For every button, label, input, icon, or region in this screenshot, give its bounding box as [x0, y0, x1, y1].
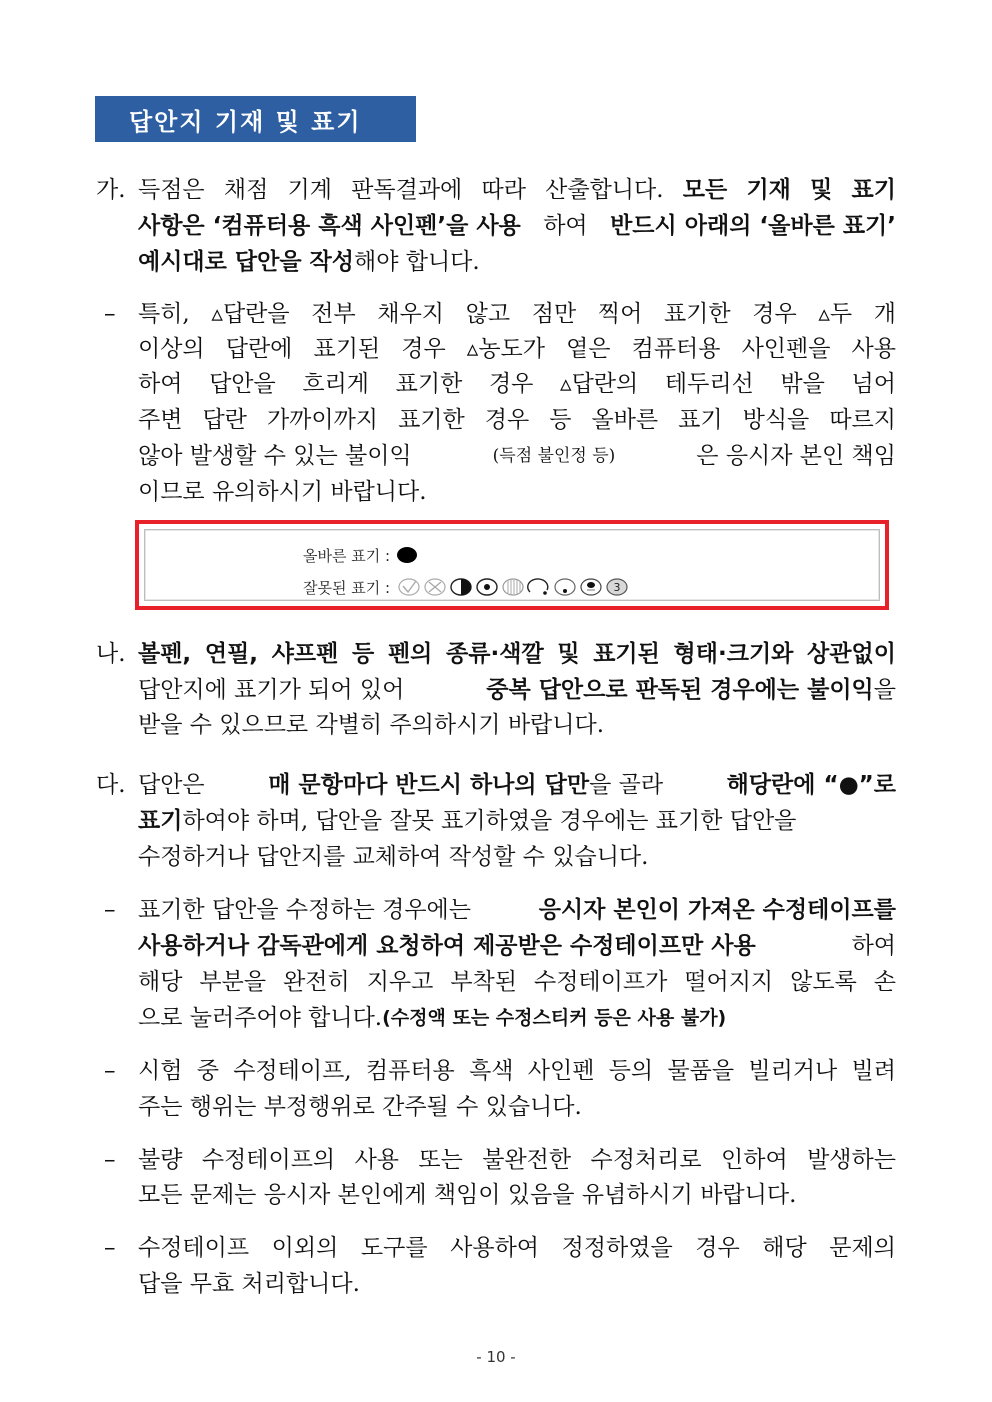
word: 지우고	[366, 969, 434, 995]
na-line-1	[138, 636, 896, 672]
word: 컴퓨터용	[365, 1058, 455, 1084]
ga-line-3	[138, 244, 896, 280]
word: 찍어	[597, 301, 643, 327]
correct-mark-label: 올바른 표기 :	[303, 546, 391, 565]
dot-circle-icon	[477, 579, 497, 595]
body-text: 답안지에 표기가 되어 있어	[138, 677, 405, 703]
emphasis-text: 해당란에 “●”로	[726, 772, 896, 798]
word: 가까이까지	[266, 407, 379, 433]
body-text: 이므로 유의하시기 바랍니다.	[138, 479, 427, 505]
body-text: 해야 합니다.	[353, 249, 480, 275]
dash-marker: –	[104, 301, 116, 327]
body-text: 표기한 답안을 수정하는 경우에는	[138, 897, 471, 923]
dash-marker: –	[104, 1147, 116, 1173]
word: 흑색	[469, 1058, 514, 1084]
correct-mark-row	[303, 543, 418, 567]
na-line-2	[138, 672, 896, 708]
word: 문제의	[829, 1235, 896, 1261]
word: 특히,	[138, 301, 190, 327]
word-bold: 형태·크기와	[673, 641, 794, 667]
word: 개	[873, 301, 896, 327]
emphasis-text: 응시자 본인이 가져온 수정테이프를	[538, 897, 896, 923]
word: 경우	[401, 336, 446, 362]
body-text: 답을 무효 처리합니다.	[138, 1271, 360, 1297]
emphasis-text: 중복 답안으로 판독된 경우에는 불이익	[486, 677, 874, 703]
word: 사인펜	[527, 1058, 595, 1084]
word: 정정하였을	[561, 1235, 673, 1261]
word-bold: 및	[810, 177, 833, 203]
body-text: 주는 행위는 부정행위로 간주될 수 있습니다.	[138, 1094, 582, 1120]
word: 밖을	[780, 371, 825, 397]
word: 표기된	[313, 336, 381, 362]
partial-circle-icon	[528, 579, 548, 595]
word-bold: 및	[557, 641, 580, 667]
word: 수정테이프가	[533, 969, 668, 995]
dash-marker: –	[104, 897, 116, 923]
word: 수정테이프	[138, 1235, 250, 1261]
word: 이상의	[138, 336, 205, 362]
word: 또는	[418, 1147, 463, 1173]
example-inner-frame	[144, 529, 880, 601]
word: 시험	[138, 1058, 183, 1084]
da-sub-line-6	[138, 1089, 896, 1125]
word-bold: 상관없이	[807, 641, 896, 667]
word: 이외의	[271, 1235, 339, 1261]
emphasis-text: 표기	[138, 808, 183, 834]
half-filled-circle-icon	[451, 579, 471, 595]
item-marker-da: 다.	[96, 772, 126, 798]
emphasis-text: 반드시 아래의 ‘올바른 표기’	[610, 213, 896, 239]
da-sub-line-9	[138, 1230, 896, 1266]
word: 옅은	[566, 336, 611, 362]
striped-circle-icon	[503, 579, 523, 595]
word: ▵답란의	[560, 371, 639, 397]
ga-sub-line-1	[138, 296, 896, 332]
na-line-3	[138, 707, 896, 743]
body-text: 받을 수 있으므로 각별히 주의하시기 바랍니다.	[138, 712, 605, 738]
ga-sub-line-5	[138, 438, 896, 474]
word: 경우	[695, 1235, 740, 1261]
small-dot-circle-icon	[555, 579, 575, 595]
body-text: 않아 발생할 수 있는 불이익	[138, 443, 412, 469]
word: 표기한	[398, 407, 465, 433]
word-bold: 등	[352, 641, 375, 667]
word-bold: 펜의	[387, 641, 433, 667]
da-sub-line-8	[138, 1177, 896, 1213]
da-sub-line-7	[138, 1142, 896, 1178]
word: 따르지	[829, 407, 896, 433]
ga-line-1	[138, 172, 896, 208]
da-line-2	[138, 803, 896, 839]
word: 판독결과에	[351, 177, 463, 203]
body-text: 을 골라	[589, 772, 664, 798]
word-bold: 표기된	[593, 641, 660, 667]
word: ▵답란을	[211, 301, 290, 327]
word: 해당	[762, 1235, 807, 1261]
word: 넘어	[851, 371, 896, 397]
check-mark-icon	[399, 579, 419, 595]
word: 답안을	[209, 371, 276, 397]
word: 수정테이프,	[233, 1058, 352, 1084]
ga-sub-line-6	[138, 474, 896, 510]
word: 손	[873, 969, 896, 995]
word: 산출합니다.	[545, 177, 664, 203]
word: 않도록	[790, 969, 857, 995]
word: 사용	[354, 1147, 399, 1173]
small-note: (득점 불인정 등)	[492, 446, 616, 466]
word: 하여	[138, 371, 183, 397]
x-mark-icon	[425, 579, 445, 595]
word: 기계	[287, 177, 332, 203]
da-line-3	[138, 839, 896, 875]
word-bold: 모든	[682, 177, 728, 203]
word: 사인펜을	[741, 336, 831, 362]
body-text: 으로 눌러주어야 합니다.	[138, 1005, 383, 1031]
word: 채점	[223, 177, 269, 203]
word: 중	[196, 1058, 219, 1084]
svg-text:3: 3	[613, 581, 621, 594]
body-text: 모든 문제는 응시자 본인에게 책임이 있음을 유념하시기 바랍니다.	[138, 1182, 797, 1208]
word: 해당	[138, 969, 183, 995]
word-bold: 샤프펜	[271, 641, 339, 667]
body-text: 하여야 하며, 답안을 잘못 표기하였을 경우에는 표기한 답안을	[182, 808, 797, 834]
body-text: 답안은	[138, 772, 205, 798]
body-text: 수정하거나 답안지를 교체하여 작성할 수 있습니다.	[138, 844, 649, 870]
word: 빌리거나	[748, 1058, 838, 1084]
word-bold: 연필,	[204, 641, 259, 667]
da-sub-line-4	[138, 1000, 896, 1036]
word: 득점은	[138, 177, 205, 203]
wrong-marks-icon	[396, 576, 661, 598]
da-line-1	[138, 767, 896, 803]
da-sub-line-5	[138, 1053, 896, 1089]
body-text: 을	[873, 677, 896, 703]
page-number: - 10 -	[476, 1348, 516, 1366]
word: 주변	[138, 407, 183, 433]
item-marker-na: 나.	[96, 641, 126, 667]
word: ▵농도가	[466, 336, 545, 362]
word: 답란	[202, 407, 247, 433]
word: 답란에	[225, 336, 293, 362]
word: ▵두	[818, 301, 853, 327]
word: 도구를	[360, 1235, 428, 1261]
word: 전부	[311, 301, 356, 327]
da-sub-line-10	[138, 1266, 896, 1302]
ga-sub-line-3	[138, 366, 896, 402]
word-bold: 표기	[851, 177, 896, 203]
word: 표기한	[663, 301, 731, 327]
word: 테두리선	[664, 371, 754, 397]
ga-sub-line-4	[138, 402, 896, 438]
emphasis-text: 예시대로 답안을 작성	[138, 249, 354, 275]
da-sub-line-3	[138, 964, 896, 1000]
word: 표기	[678, 407, 723, 433]
ga-sub-line-2	[138, 331, 896, 367]
word: 표기한	[395, 371, 463, 397]
word: 않고	[465, 301, 511, 327]
word: 불량	[138, 1147, 183, 1173]
word-bold: 볼펜,	[138, 641, 192, 667]
word: 등	[549, 407, 572, 433]
word: 물품을	[667, 1058, 735, 1084]
section-title: 답안지 기재 및 표기	[95, 96, 416, 142]
word: 수정테이프의	[201, 1147, 336, 1173]
da-sub-line-2	[138, 928, 896, 964]
word: 컴퓨터용	[631, 336, 721, 362]
wrong-mark-row	[303, 575, 661, 599]
word: 떨어지지	[684, 969, 774, 995]
filled-circle-icon	[396, 545, 418, 565]
word: 경우	[752, 301, 797, 327]
emphasis-text: 매 문항마다 반드시 하나의 답만	[268, 772, 590, 798]
body-text: 하여	[543, 213, 588, 239]
word: 부분을	[199, 969, 267, 995]
top-filled-circle-icon	[581, 579, 601, 595]
word: 경우	[484, 407, 530, 433]
word: 점만	[531, 301, 577, 327]
word: 흐리게	[302, 371, 370, 397]
word: 방식을	[742, 407, 810, 433]
emphasis-note: (수정액 또는 수정스티커 등은 사용 불가)	[382, 1007, 727, 1029]
da-sub-line-1	[138, 892, 896, 928]
word: 올바른	[591, 407, 659, 433]
emphasis-text: 사용하거나 감독관에게 요청하여 제공받은 수정테이프만 사용	[138, 933, 756, 959]
body-text: 하여	[851, 933, 896, 959]
word: 사용하여	[450, 1235, 540, 1261]
dash-marker: –	[104, 1058, 116, 1084]
wrong-mark-label: 잘못된 표기 :	[303, 578, 391, 597]
dash-marker: –	[104, 1235, 116, 1261]
emphasis-text: 사항은 ‘컴퓨터용 흑색 사인펜’을 사용	[138, 213, 521, 239]
word: 경우	[488, 371, 534, 397]
word: 불완전한	[482, 1147, 572, 1173]
word: 따라	[481, 177, 526, 203]
word: 등의	[608, 1058, 654, 1084]
marking-example-box	[135, 520, 889, 610]
word: 채우지	[377, 301, 445, 327]
word-bold: 기재	[746, 177, 791, 203]
item-marker-ga: 가.	[96, 177, 126, 203]
ga-line-2	[138, 208, 896, 244]
word: 사용	[851, 336, 896, 362]
word: 빌려	[851, 1058, 896, 1084]
word: 부착된	[450, 969, 517, 995]
word-bold: 종류·색깔	[446, 641, 544, 667]
word: 수정처리로	[590, 1147, 702, 1173]
word: 발생하는	[807, 1147, 896, 1173]
numbered-circle-icon	[607, 579, 627, 595]
word: 완전히	[283, 969, 350, 995]
word: 인하여	[721, 1147, 788, 1173]
body-text: 은 응시자 본인 책임	[696, 443, 896, 469]
